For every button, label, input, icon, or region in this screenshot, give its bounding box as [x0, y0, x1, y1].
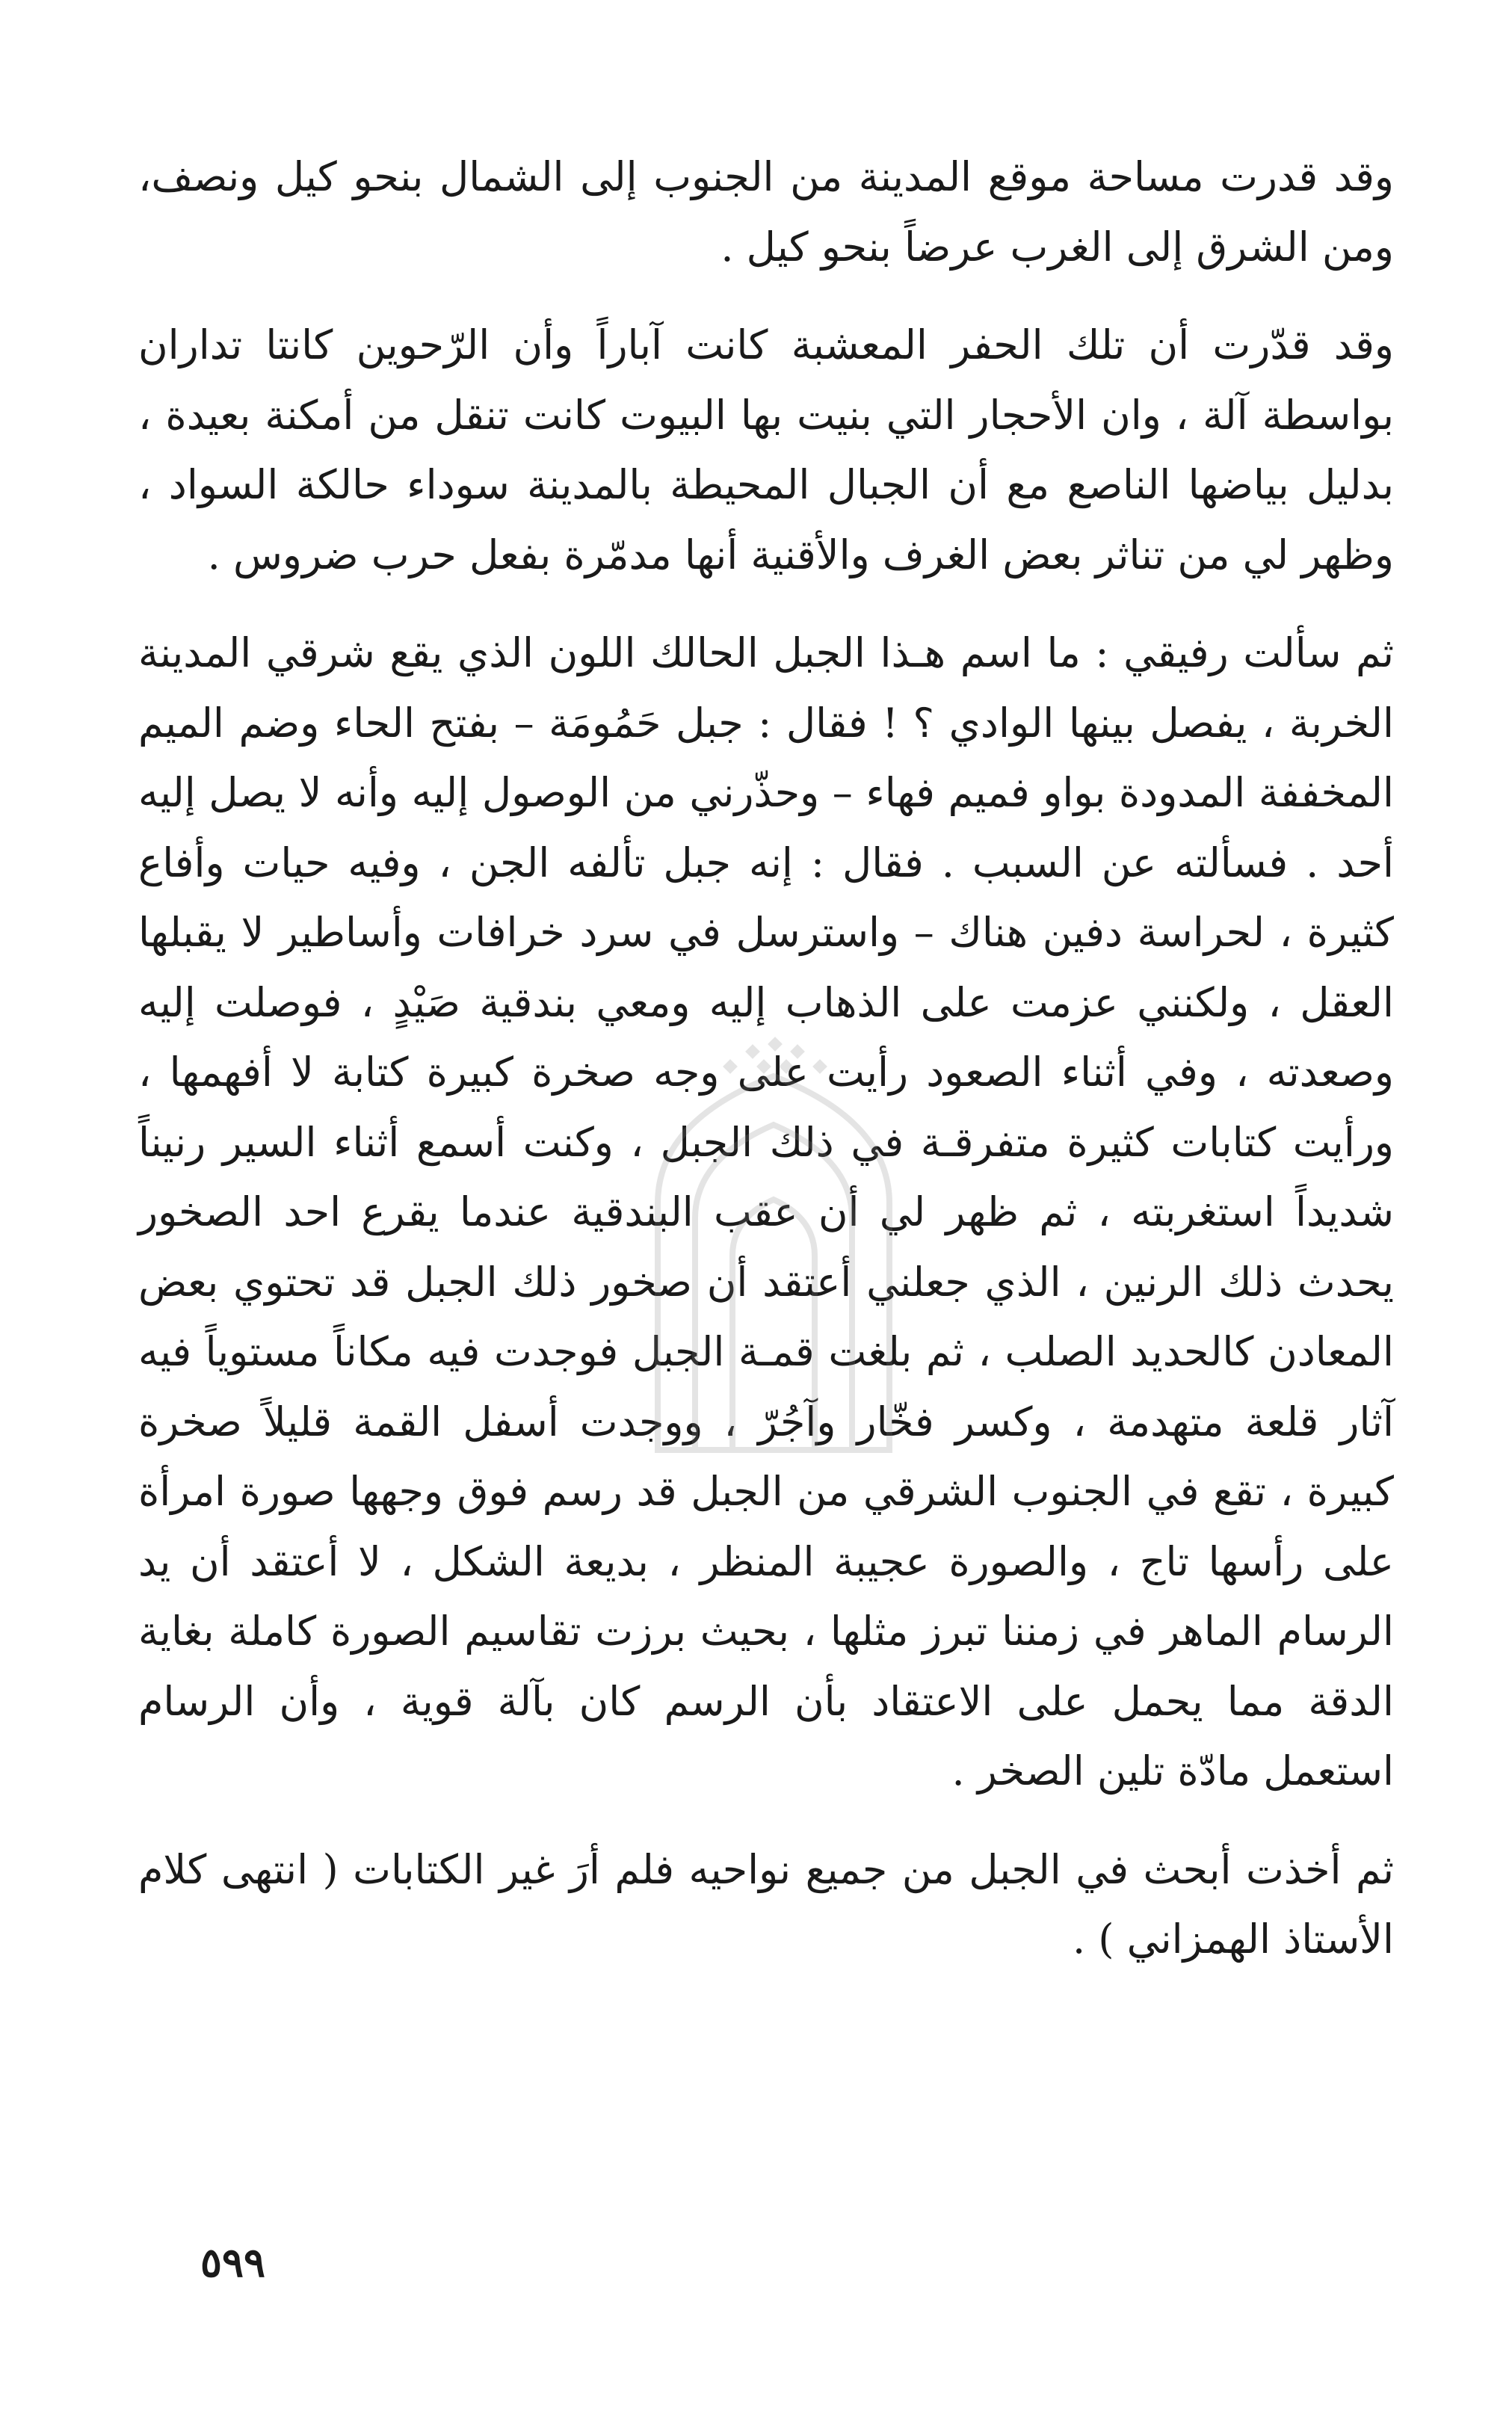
paragraph-3: ثم سألت رفيقي : ما اسم هـذا الجبل الحالك اللون الذي يقع شرقي المدينة الخربة ، يفصل بينها الوادي ؟ ! فقال : جبل حَمُومَة – بفتح الحاء وضم الميم المخففة المدودة بواو فميم فهاء – وحذّرني من الوصول إليه وأنه لا يصل إليه أحد . فسألته عن السبب . فقال : إنه جبل تألفه الجن ، وفيه حيات وأفاع كثيرة ، لحراسة دفين هناك – واسترسل في سرد خرافات وأساطير لا يقبلها العقل ، ولكنني عزمت على الذهاب إليه ومعي بندقية صَيْدٍ ، فوصلت إليه وصعدته ، وفي أثناء الصعود رأيت على وجه صخرة كبيرة كتابة لا أفهمها ، ورأيت كتابات كثيرة متفرقـة في ذلك الجبل ، وكنت أسمع أثناء السير رنيناً شديداً استغربته ، ثم ظهر لي أن عقب البندقية عندما يقرع احد الصخور يحدث ذلك الرنين ، الذي جعلني أعتقد أن صخور ذلك الجبل قد تحتوي بعض المعادن كالحديد الصلب ، ثم بلغت قمـة الجبل فوجدت فيه مكاناً مستوياً فيه آثار قلعة متهدمة ، وكسر فخّار وآجُرّ ، ووجدت أسفل القمة قليلاً صخرة كبيرة ، تقع في الجنوب الشرقي من الجبل قد رسم فوق وجهها صورة امرأة على رأسها تاج ، والصورة عجيبة المنظر ، بديعة الشكل ، لا أعتقد أن يد الرسام الماهر في زمننا تبرز مثلها ، بحيث برزت تقاسيم الصورة كاملة بغاية الدقة مما يحمل على الاعتقاد بأن الرسم كان بآلة قوية ، وأن الرسام استعمل مادّة تلين الصخر .: [138, 629, 1395, 1794]
paragraph-2: وقد قدّرت أن تلك الحفر المعشبة كانت آباراً وأن الرّحوين كانتا تداران بواسطة آلة ، وان الأحجار التي بنيت بها البيوت كانت تنقل من أمكنة بعيدة ، بدليل بياضها الناصع مع أن الجبال المحيطة بالمدينة سوداء حالكة السواد ، وظهر لي من تناثر بعض الغرف والأقنية أنها مدمّرة بفعل حرب ضروس .: [138, 321, 1394, 578]
paragraph-1: وقد قدرت مساحة موقع المدينة من الجنوب إلى الشمال بنحو كيل ونصف، ومن الشرق إلى الغرب عرضاً بنحو كيل .: [138, 153, 1394, 271]
page-number: ٥٩٩: [200, 2238, 266, 2286]
paragraph-4: ثم أخذت أبحث في الجبل من جميع نواحيه فلم أرَ غير الكتابات ( انتهى كلام الأستاذ الهمزاني ) .: [138, 1845, 1394, 1963]
body-text: [138, 142, 1394, 1975]
